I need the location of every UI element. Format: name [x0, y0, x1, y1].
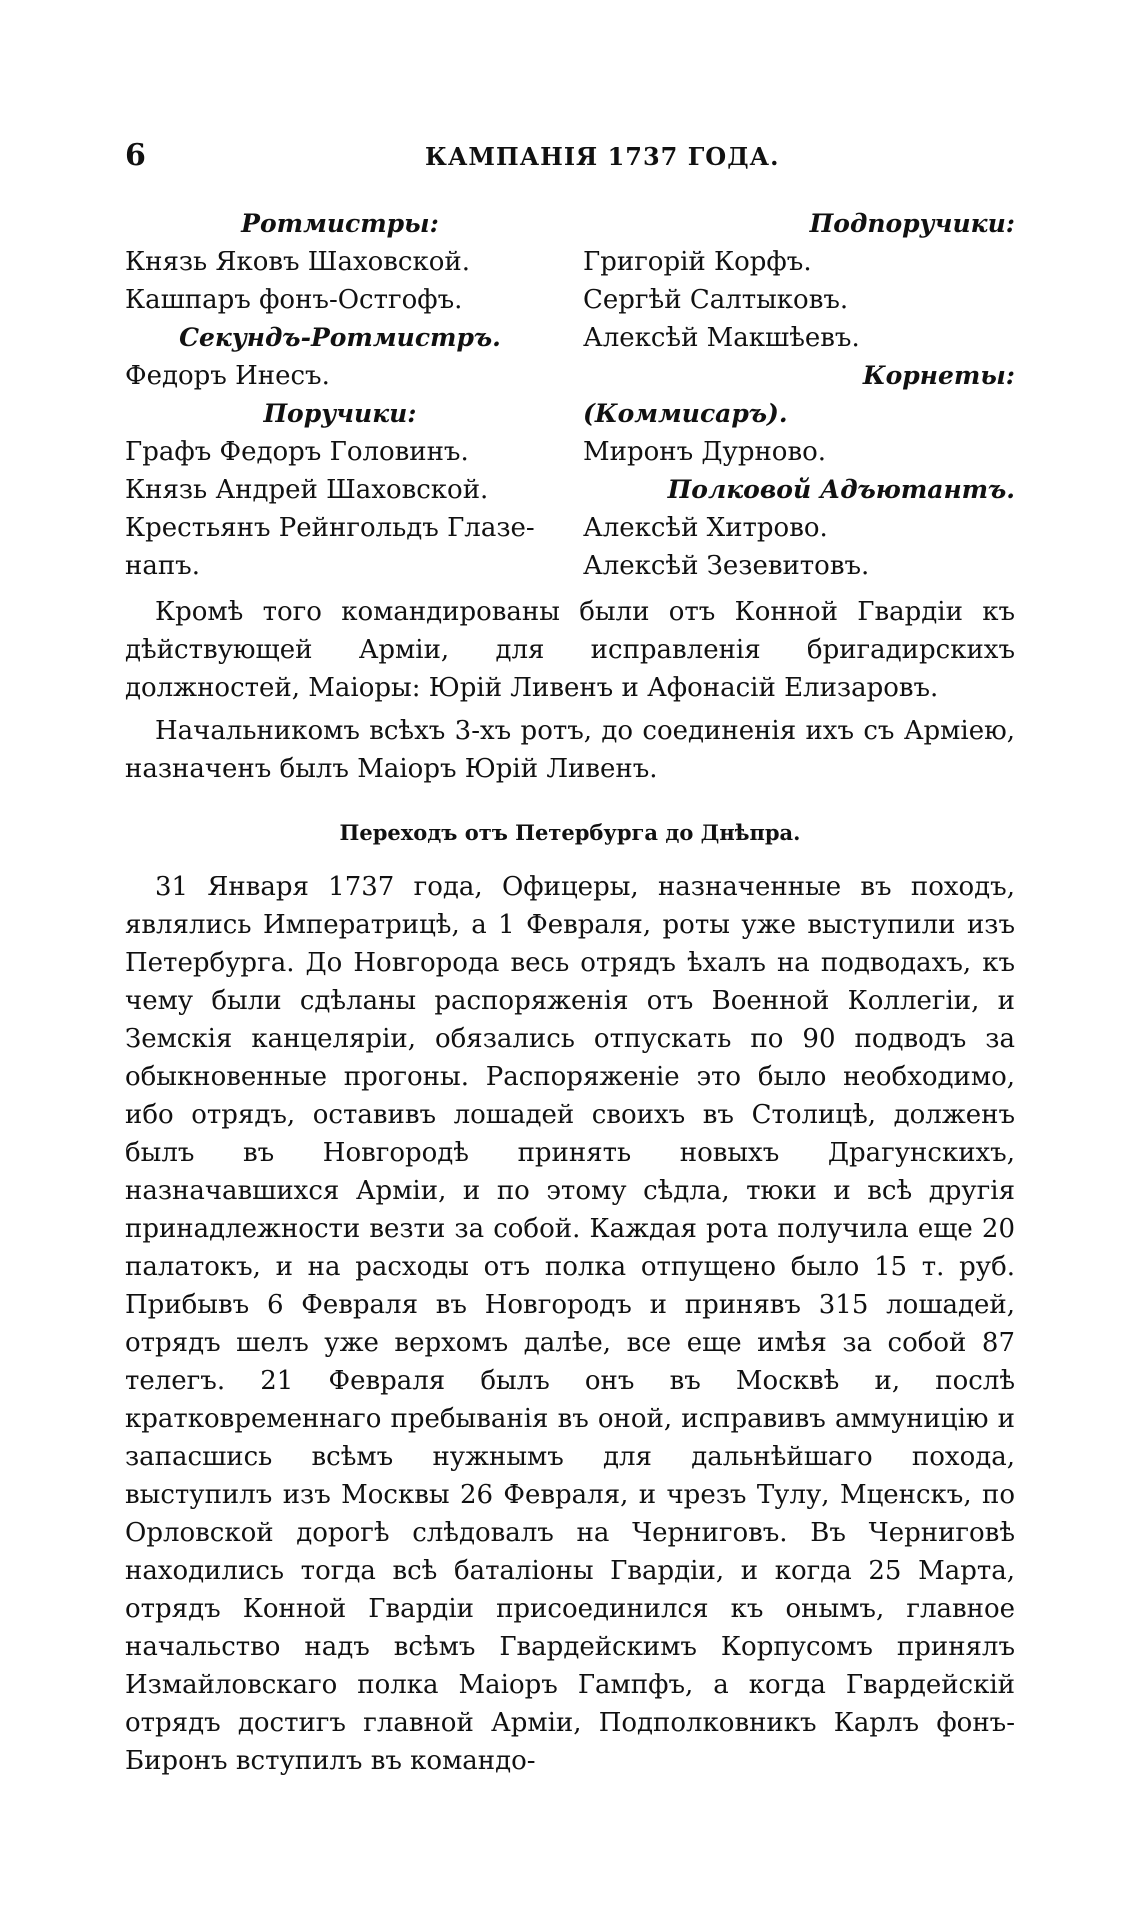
rank-heading-poruchiki: Поручики: [263, 399, 417, 428]
paragraph-majors: Кромѣ того командированы были отъ Конной Гвардiи къ дѣйствующей Армiи, для исправленiя бригадирскихъ должностей, Маiоры: Юрiй Ливенъ и Афонасiй Елизаровъ. [125, 597, 1015, 703]
rank-heading-polkovoy-adyutant: Полковой Адъютантъ. [667, 475, 1015, 504]
section-title: Переходъ отъ Петербурга до Днѣпра. [339, 820, 801, 845]
roster-entry: Сергѣй Салтыковъ. [583, 285, 849, 315]
roster-entry: Алексѣй Хитрово. [583, 513, 828, 543]
roster-entry: Князь Яковъ Шаховской. [125, 247, 470, 277]
roster-entry-kommisar: (Коммисаръ). [583, 399, 788, 428]
rank-heading-podporuchiki: Подпоручики: [809, 209, 1015, 238]
roster-left-column [125, 205, 555, 585]
roster-entry: напъ. [125, 551, 200, 581]
roster-entry: Графъ Федоръ Головинъ. [125, 437, 469, 467]
rank-heading-sekund-rotmistr: Секундъ-Ротмистръ. [179, 323, 501, 352]
paragraph-commander: Начальникомъ всѣхъ 3-хъ ротъ, до соединенiя ихъ съ Армiею, назначенъ былъ Маiоръ Юрiй Ливенъ. [125, 716, 1015, 784]
roster-entry: Федоръ Инесъ. [125, 361, 330, 391]
roster-entry: Князь Андрей Шаховской. [125, 475, 489, 505]
roster-entry: Миронъ Дурново. [583, 437, 827, 467]
officer-roster [125, 205, 1015, 590]
roster-entry: Крестьянъ Рейнгольдъ Глазе- [125, 513, 535, 543]
roster-entry: Алексѣй Макшѣевъ. [583, 323, 860, 353]
page-number: 6 [125, 138, 146, 173]
rank-heading-kornety: Корнеты: [862, 361, 1015, 390]
running-title: КАМПАНIЯ 1737 ГОДА. [425, 142, 780, 171]
roster-entry: Алексѣй Зезевитовъ. [583, 551, 870, 581]
paragraph-march: 31 Января 1737 года, Офицеры, назначенные въ походъ, являлись Императрицѣ, а 1 Февраля, роты уже выступили изъ Петербурга. До Новгорода весь отрядъ ѣхалъ на подводахъ, къ чему были сдѣланы распоряженiя отъ Военной Коллегiи, и Земскiя канцелярiи, обязались отпускать по 90 подводъ за обыкновенные прогоны. Распоряженiе это было необходимо, ибо отрядъ, оставивъ лошадей своихъ въ Столицѣ, долженъ былъ въ Новгородѣ принять новыхъ Драгунскихъ, назначавшихся Армiи, и по этому сѣдла, тюки и всѣ другiя принадлежности везти за собой. Каждая рота получила еще 20 палатокъ, и на расходы отъ полка отпущено было 15 т. руб. Прибывъ 6 Февраля въ Новгородъ и принявъ 315 лошадей, отрядъ шелъ уже верхомъ далѣе, все еще имѣя за собой 87 телегъ. 21 Февраля былъ онъ въ Москвѣ и, послѣ кратковременнаго пребыванiя въ оной, исправивъ аммуницiю и запасшись всѣмъ нужнымъ для дальнѣйшаго похода, выступилъ изъ Москвы 26 Февраля, и чрезъ Тулу, Мценскъ, по Орловской дорогѣ слѣдовалъ на Черниговъ. Въ Черниговѣ находились тогда всѣ баталiоны Гвардiи, и когда 25 Марта, отрядъ Конной Гвардiи присоединился къ онымъ, главное начальство надъ всѣмъ Гвардейскимъ Корпусомъ принялъ Измайловскаго полка Маiоръ Гампфъ, а когда Гвардейскiй отрядъ достигъ главной Армiи, Подполковникъ Карлъ фонъ-Биронъ вступилъ въ командо- [125, 872, 1015, 1776]
roster-entry: Григорiй Корфъ. [583, 247, 812, 277]
rank-heading-rotmistry: Ротмистры: [241, 209, 439, 238]
page-header [125, 138, 1015, 178]
roster-entry: Кашпаръ фонъ-Остгофъ. [125, 285, 463, 315]
roster-right-column [583, 205, 1015, 585]
